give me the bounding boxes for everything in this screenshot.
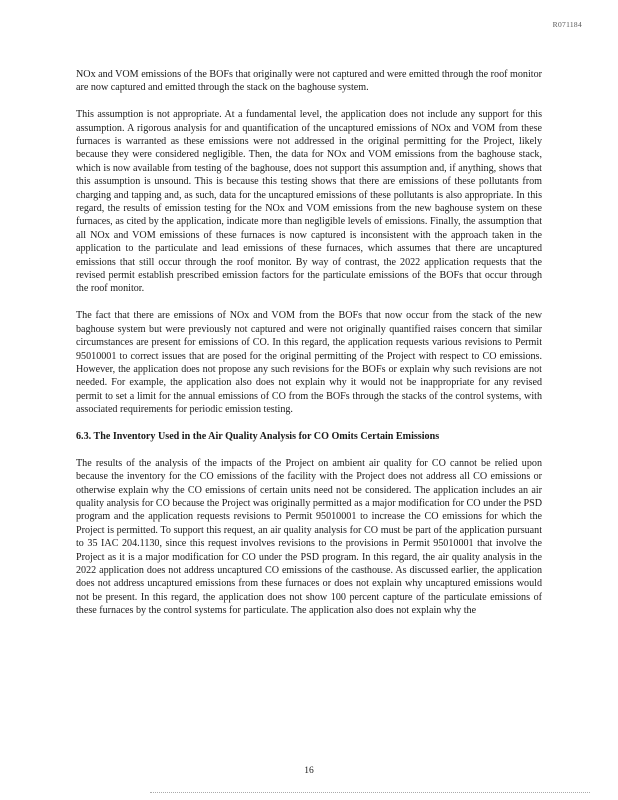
paragraph-continuation: NOx and VOM emissions of the BOFs that originally were not captured and were emitted through the roof monitor are now captured and emitted through the stack on the baghouse system. <box>76 69 542 94</box>
paragraph-assumption-critique: This assumption is not appropriate. At a fundamental level, the application does not include any support for this assumption. A rigorous analysis for and quantification of the uncaptured emissions of NOx and VOM from these furnaces is warranted as these emissions were not addressed in the original permitting for the Project, likely because they were considered negligible. Then, the data for NOx and VOM emissions from the baghouse stack, which is now available from testing of the baghouse, does not support this assumption and, if anything, shows that this assumption is unsound. This is because this testing shows that there are emissions of these pollutants from charging and tapping and, as such, data for the uncaptured emissions of these pollutants is also appropriate. In this regard, the results of emission testing for the NOx and VOM emissions from the new baghouse system on these furnaces, as cited by the application, indicate more than negligible levels of emissions. Finally, the assumption that all NOx and VOM emissions of these furnaces is now captured is inconsistent with the approach taken in the application to the particulate and lead emissions of these furnaces, which assumes that there are uncaptured emissions that still occur through the roof monitor. By way of contrast, the 2022 application requests that the revised permit establish prescribed emission factors for the particulate emissions of the BOFs that occur through the roof monitor. <box>76 109 542 295</box>
footer-divider <box>150 792 590 793</box>
document-body <box>76 68 542 618</box>
page-number: 16 <box>304 766 314 776</box>
paragraph-co-concern: The fact that there are emissions of NOx and VOM from the BOFs that now occur from the stack of the new baghouse system but were previously not captured and were not originally quantified raises concern that similar circumstances are present for emissions of CO. In this regard, the application requests various revisions to Permit 95010001 to correct issues that are posed for the original permitting of the Project with respect to CO emissions. However, the application does not propose any such revisions for the BOFs or explain why such revisions are not needed. For example, the application also does not explain why it would not be inappropriate for any revised permit to set a limit for the annual emissions of CO from the BOFs through the stacks of the control systems, with associated requirements for periodic emission testing. <box>76 310 542 416</box>
paragraph-inventory: The results of the analysis of the impacts of the Project on ambient air quality for CO cannot be relied upon because the inventory for the CO emissions of the facility with the Project does not address all CO emissions or otherwise explain why the CO emissions of certain units need not be considered. The application includes an air quality analysis for CO because the Project was originally permitted as a major modification for CO under the PSD program and the application requests revisions to Permit 95010001 to increase the CO emissions for which the Project is permitted. To support this request, an air quality analysis for CO must be part of the application pursuant to 35 IAC 204.1130, since this request involves revisions to the provisions in Permit 95010001 that involve the Project as it is a major modification for CO under the PSD program. In this regard, the air quality analysis in the 2022 application does not address uncaptured CO emissions of the casthouse. As discussed earlier, the application does not address uncaptured emissions from these furnaces or does not explain why uncaptured emissions would not be present. In this regard, the application does not show 100 percent capture of the particulate emissions of these furnaces by the control systems for particulate. The application also does not explain why the <box>76 457 542 617</box>
document-reference: R071184 <box>552 20 582 29</box>
section-heading: 6.3. The Inventory Used in the Air Quality Analysis for CO Omits Certain Emissions <box>76 430 440 442</box>
